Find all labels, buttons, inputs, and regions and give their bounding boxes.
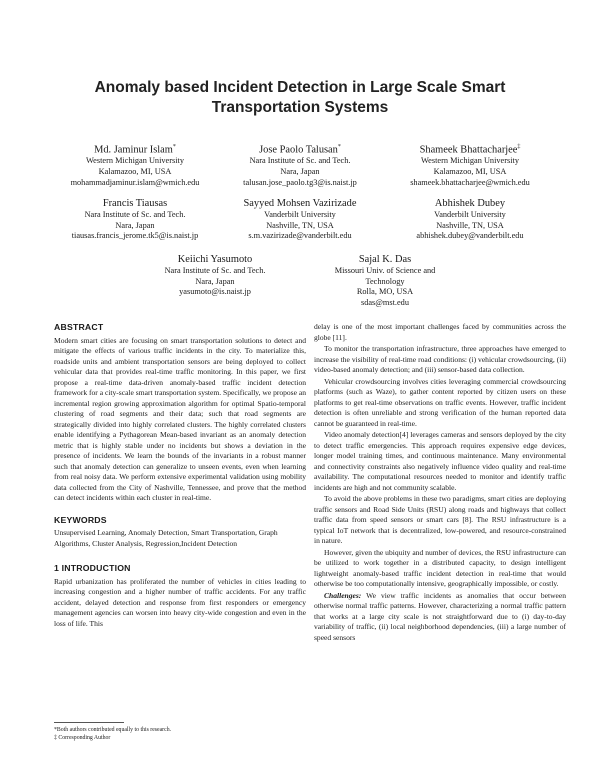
author-email: abhishek.dubey@vanderbilt.edu xyxy=(416,231,524,241)
author-location: Nara, Japan xyxy=(115,220,155,230)
author-affiliation-cont: Technology xyxy=(365,276,405,286)
author-name: Francis Tiausas xyxy=(102,198,168,209)
abstract-text: Modern smart cities are focusing on smart transportation solutions to detect and mitigate the effects of various traffic incidents in the city. To materialize this, roadside units and ambient transportation sensors are being deployed to collect vehicular data that provides real-time traffic monitoring. In this paper, we first propose a real-time data-driven anomaly-based traffic incident detection framework for a city-scale smart transportation system. Specifically, we propose an incremental region growing approximation algorithm for optimal Spatio-temporal clustering of road segments and their data; such that road segments are strategically divided into highly correlated clusters. The highly correlated clusters enable identifying a Pythagorean Mean-based invariant as an anomaly detection metric that is highly stable under no incidents but shows a deviation in the presence of incidents. We learn the bounds of the invariants in a robust manner such that anomaly detection can generalize to unseen events, even when learning from real noisy data. We perform extensive experimental validation using mobility data collected from the City of Nashville, Tennessee, and prove that the method can detect incidents within each cluster in real-time. xyxy=(54,335,306,502)
intro-paragraph: To monitor the transportation infrastructure, three approaches have emerged to increase the visibility of real-time road conditions: (i) vehicular crowdsourcing, (ii) video-based anomaly detection; and (iii) sensor-based data collection. xyxy=(314,344,566,374)
paper-title xyxy=(60,78,540,118)
abstract-heading: ABSTRACT xyxy=(54,322,104,332)
author-affiliation: Nara Institute of Sc. and Tech. xyxy=(84,210,186,219)
author-location: Nara, Japan xyxy=(280,167,320,177)
author-block xyxy=(130,253,300,298)
right-column xyxy=(314,322,566,643)
intro-paragraph: Vehicular crowdsourcing involves cities leveraging commercial crowdsourcing platforms (such as Waze), to gather content reported by citizen users on these platforms to get real-time observations on traffic events. However, traffic incident detection is often unreliable and strong verification of the human reported data cannot be guaranteed in real-time. xyxy=(314,376,566,428)
author-name: Jose Paolo Talusan xyxy=(259,144,338,156)
challenges-paragraph xyxy=(314,591,566,644)
author-block xyxy=(40,197,230,242)
author-location: Nashville, TN, USA xyxy=(266,220,334,230)
intro-paragraph: Rapid urbanization has proliferated the number of vehicles in cities leading to increasing congestion and a higher number of traffic accidents. For any traffic accident, delayed detection and response from first responders or emergency management agencies can worsen into heavy city-wide congestion and even in the loss of life. This xyxy=(54,576,306,628)
author-email: talusan.jose_paolo.tg3@is.naist.jp xyxy=(243,177,357,187)
intro-paragraph: Video anomaly detection[4] leverages cameras and sensors deployed by the city to detect traffic emergencies. This approach requires expensive edge devices, longer model training times, and continuous maintenance. Many environmental and connectivity constraints also negatively influence video quality and real-time availability. The computational resources needed to monitor and identify traffic incidents are high and not community scalable. xyxy=(314,430,566,492)
author-email: yasumoto@is.naist.jp xyxy=(179,287,251,297)
footnote-rule xyxy=(54,722,124,723)
author-email: mohammadjaminur.islam@wmich.edu xyxy=(70,177,200,187)
author-name: Shameek Bhattacharjee xyxy=(419,144,518,156)
author-name: Md. Jaminur Islam xyxy=(94,144,173,156)
author-mark: * xyxy=(172,144,176,150)
title-line-1: Anomaly based Incident Detection in Large Scale Smart xyxy=(94,79,506,96)
title-line-2: Transportation Systems xyxy=(211,99,389,116)
author-location: Kalamazoo, MI, USA xyxy=(98,167,172,177)
author-email: tiausas.francis_jerome.tk5@is.naist.jp xyxy=(71,231,199,241)
author-block xyxy=(215,197,385,242)
author-affiliation: Vanderbilt University xyxy=(264,210,336,219)
author-location: Nashville, TN, USA xyxy=(436,220,504,230)
intro-paragraph: To avoid the above problems in these two paradigms, smart cities are deploying traffic sensors and Road Side Units (RSU) along roads and highways that collect traffic data from speed sensors or smart cars [8]. The RSU infrastructure is a typical IoT network that is decentralized, low-powered, and resource-constrained in nature. xyxy=(314,494,566,545)
author-affiliation: Vanderbilt University xyxy=(434,210,506,219)
author-location: Nara, Japan xyxy=(195,276,235,286)
author-affiliation: Nara Institute of Sc. and Tech. xyxy=(249,156,351,166)
footnotes xyxy=(54,726,306,742)
author-email: sdas@mst.edu xyxy=(361,297,409,307)
author-affiliation: Western Michigan University xyxy=(421,156,519,166)
intro-paragraph: However, given the ubiquity and number of devices, the RSU infrastructure can be utilized to work together in a distributed capacity, to design intelligent lightweight anomaly-based traffic incident detection in real-time that would otherwise be too computationally intensive, geographically impossible, or costly. xyxy=(314,547,566,588)
intro-paragraph: delay is one of the most important challenges faced by communities across the globe [11]. xyxy=(314,322,566,342)
footnote-corresponding: ‡ Corresponding Author xyxy=(54,735,111,741)
keywords-text: Unsupervised Learning, Anomaly Detection, Smart Transportation, Graph Algorithms, Cluster Analysis, Regression,Incident Detection xyxy=(54,528,278,548)
author-block xyxy=(375,141,565,188)
author-email: s.m.vazirizade@vanderbilt.edu xyxy=(248,231,352,241)
author-block xyxy=(375,197,565,242)
author-name: Sayyed Mohsen Vazirizade xyxy=(243,198,357,209)
left-column xyxy=(54,322,306,629)
footnote-equal-contribution: *Both authors contributed equally to this research. xyxy=(54,727,172,733)
keywords-heading: KEYWORDS xyxy=(54,514,107,525)
author-block xyxy=(40,141,230,188)
author-affiliation: Nara Institute of Sc. and Tech. xyxy=(164,266,266,275)
author-affiliation: Western Michigan University xyxy=(86,156,184,166)
author-location: Kalamazoo, MI, USA xyxy=(433,167,507,177)
introduction-heading: 1 INTRODUCTION xyxy=(54,563,131,573)
author-mark: ‡ xyxy=(517,144,521,150)
challenges-text: We view traffic incidents as anomalies that occur between otherwise normal traffic patterns. However, characterizing a normal traffic pattern that works at a large city scale is not straightforward due to (i) day-to-day variability of traffic, (ii) local neighborhood dependencies, (iii) a large number of speed sensors xyxy=(314,590,566,642)
author-location: Rolla, MO, USA xyxy=(356,287,414,297)
author-block xyxy=(215,141,385,188)
author-name: Sajal K. Das xyxy=(358,254,412,265)
author-email: shameek.bhattacharjee@wmich.edu xyxy=(410,177,530,187)
challenges-lead: Challenges: xyxy=(324,590,362,600)
author-affiliation: Missouri Univ. of Science and xyxy=(334,266,436,275)
author-name: Abhishek Dubey xyxy=(434,198,506,209)
author-name: Keiichi Yasumoto xyxy=(177,254,253,265)
author-block xyxy=(300,253,470,308)
author-mark: * xyxy=(337,144,341,150)
